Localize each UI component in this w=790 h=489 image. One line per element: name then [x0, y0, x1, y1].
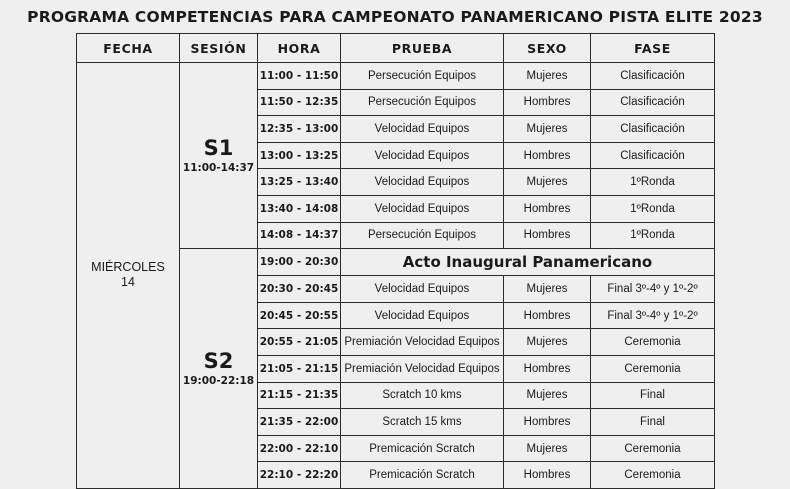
- cell-hora: 21:35 - 22:00: [258, 409, 341, 436]
- cell-hora: 20:30 - 20:45: [258, 276, 341, 303]
- cell-hora: 13:40 - 14:08: [258, 195, 341, 222]
- cell-fase: 1ºRonda: [591, 195, 715, 222]
- cell-prueba: Persecución Equipos: [341, 222, 504, 249]
- cell-hora: 12:35 - 13:00: [258, 116, 341, 143]
- page-title: PROGRAMA COMPETENCIAS PARA CAMPEONATO PANAMERICANO PISTA ELITE 2023: [27, 8, 763, 26]
- cell-prueba: Scratch 10 kms: [341, 382, 504, 409]
- session-cell-s1: [180, 63, 258, 249]
- cell-fase: 1ºRonda: [591, 169, 715, 196]
- cell-sexo: Hombres: [504, 142, 591, 169]
- cell-prueba: Premicación Scratch: [341, 462, 504, 489]
- cell-fase: Clasificación: [591, 89, 715, 116]
- cell-hora: 20:55 - 21:05: [258, 329, 341, 356]
- cell-prueba: Velocidad Equipos: [341, 276, 504, 303]
- cell-sexo: Mujeres: [504, 276, 591, 303]
- cell-prueba: Scratch 15 kms: [341, 409, 504, 436]
- cell-sexo: Hombres: [504, 355, 591, 382]
- cell-prueba: Persecución Equipos: [341, 63, 504, 90]
- cell-fase: Final: [591, 382, 715, 409]
- cell-fase: Final: [591, 409, 715, 436]
- schedule-table-wrapper: [76, 33, 714, 489]
- session-range: 19:00-22:18: [182, 375, 255, 388]
- column-header-prueba: PRUEBA: [341, 34, 504, 63]
- column-header-sexo: SEXO: [504, 34, 591, 63]
- cell-prueba: Velocidad Equipos: [341, 142, 504, 169]
- cell-sexo: Mujeres: [504, 382, 591, 409]
- table-header-row: [77, 34, 715, 63]
- cell-hora: 11:50 - 12:35: [258, 89, 341, 116]
- schedule-table: [76, 33, 715, 489]
- cell-prueba: Velocidad Equipos: [341, 302, 504, 329]
- cell-sexo: Mujeres: [504, 435, 591, 462]
- session-name: S1: [203, 136, 234, 161]
- cell-hora: 22:10 - 22:20: [258, 462, 341, 489]
- cell-sexo: Hombres: [504, 195, 591, 222]
- session-range: 11:00-14:37: [182, 162, 255, 175]
- cell-fase: 1ºRonda: [591, 222, 715, 249]
- day-number: 14: [121, 275, 135, 290]
- cell-sexo: Hombres: [504, 409, 591, 436]
- session-cell-s2: [180, 249, 258, 489]
- cell-hora: 22:00 - 22:10: [258, 435, 341, 462]
- column-header-hora: HORA: [258, 34, 341, 63]
- cell-prueba: Persecución Equipos: [341, 89, 504, 116]
- cell-fase: Final 3º-4º y 1º-2º: [591, 276, 715, 303]
- cell-sexo: Hombres: [504, 222, 591, 249]
- cell-hora: 19:00 - 20:30: [258, 249, 341, 276]
- cell-hora: 11:00 - 11:50: [258, 63, 341, 90]
- cell-sexo: Mujeres: [504, 169, 591, 196]
- cell-hora: 13:00 - 13:25: [258, 142, 341, 169]
- cell-sexo: Mujeres: [504, 116, 591, 143]
- cell-hora: 13:25 - 13:40: [258, 169, 341, 196]
- cell-sexo: Mujeres: [504, 63, 591, 90]
- cell-prueba: Premicación Scratch: [341, 435, 504, 462]
- table-header: [77, 34, 715, 63]
- cell-hora: 21:15 - 21:35: [258, 382, 341, 409]
- cell-prueba: Velocidad Equipos: [341, 169, 504, 196]
- column-header-fecha: FECHA: [77, 34, 180, 63]
- cell-fase: Ceremonia: [591, 355, 715, 382]
- cell-hora: 21:05 - 21:15: [258, 355, 341, 382]
- table-row: [77, 63, 715, 90]
- cell-prueba: Premiación Velocidad Equipos: [341, 355, 504, 382]
- cell-prueba: Velocidad Equipos: [341, 195, 504, 222]
- cell-prueba: Premiación Velocidad Equipos: [341, 329, 504, 356]
- cell-fase: Clasificación: [591, 142, 715, 169]
- cell-prueba: Velocidad Equipos: [341, 116, 504, 143]
- cell-fase: Clasificación: [591, 116, 715, 143]
- cell-sexo: Hombres: [504, 89, 591, 116]
- cell-sexo: Mujeres: [504, 329, 591, 356]
- cell-sexo: Hombres: [504, 302, 591, 329]
- column-header-fase: FASE: [591, 34, 715, 63]
- day-cell: [77, 63, 180, 489]
- cell-hora: 14:08 - 14:37: [258, 222, 341, 249]
- cell-hora: 20:45 - 20:55: [258, 302, 341, 329]
- column-header-sesion: SESIÓN: [180, 34, 258, 63]
- cell-fase: Ceremonia: [591, 329, 715, 356]
- cell-fase: Ceremonia: [591, 435, 715, 462]
- day-label: MIÉRCOLES: [91, 259, 165, 274]
- ceremony-banner: Acto Inaugural Panamericano: [341, 249, 715, 276]
- cell-sexo: Hombres: [504, 462, 591, 489]
- session-name: S2: [203, 348, 234, 373]
- cell-fase: Final 3º-4º y 1º-2º: [591, 302, 715, 329]
- cell-fase: Ceremonia: [591, 462, 715, 489]
- cell-fase: Clasificación: [591, 63, 715, 90]
- table-body: [77, 63, 715, 489]
